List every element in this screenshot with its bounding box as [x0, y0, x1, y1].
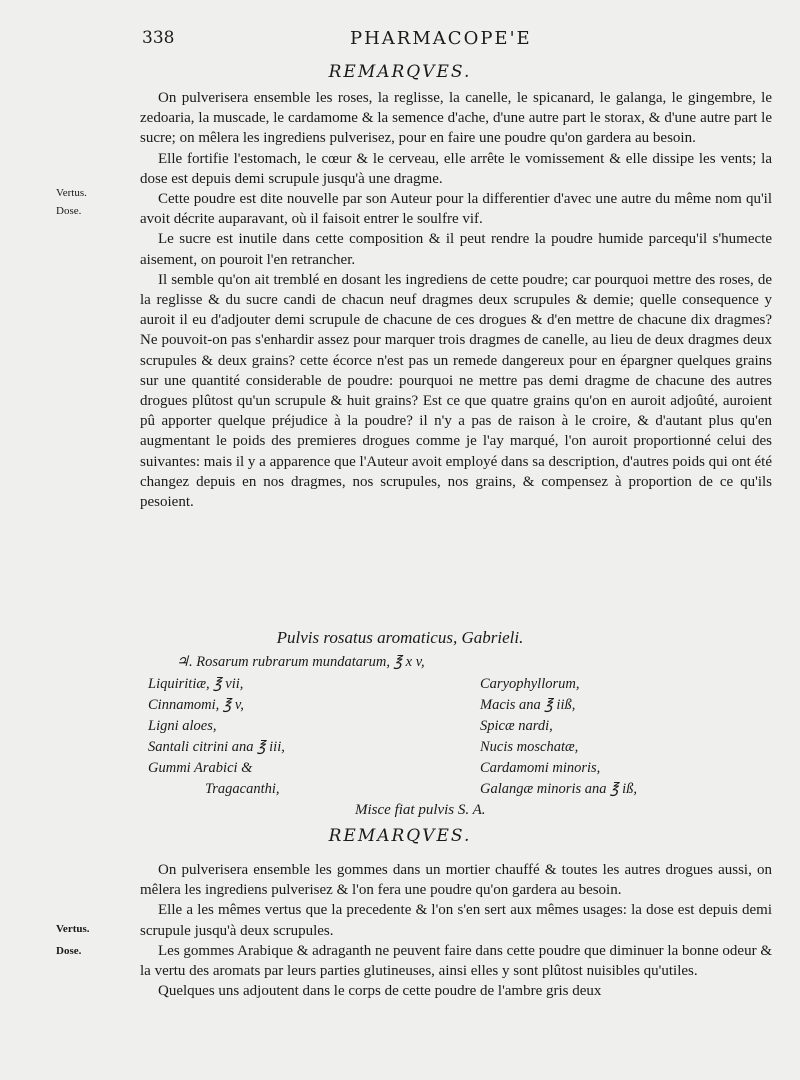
recipe-ingredient: Spicæ nardi,	[480, 718, 553, 734]
remarques-heading-1: REMARQVES.	[328, 62, 472, 82]
recipe-ingredient: Liquiritiæ, ℥ vii,	[148, 676, 244, 692]
margin-note-vertus: Vertus.	[56, 187, 87, 199]
paragraph: Elle a les mêmes vertus que la precedente & l'on s'en sert aux mêmes usages: la dose est depuis demi scrupule jusqu'à deux scrupules.	[140, 902, 772, 939]
paragraph: Quelques uns adjoutent dans le corps de cette poudre de l'ambre gris deux	[158, 983, 602, 1000]
paragraph: Le sucre est inutile dans cette composition & il peut rendre la poudre humide parcequ'il s'humecte aisement, on pouroit l'en retrancher.	[140, 231, 772, 268]
recipe-ingredient: Tragacanthi,	[205, 781, 280, 797]
margin-note-dose: Dose.	[56, 945, 82, 957]
page-number: 338	[142, 28, 175, 48]
recipe-instruction: Misce fiat pulvis S. A.	[355, 802, 486, 818]
recipe-ingredient: Galangæ minoris ana ℥ iß,	[480, 781, 638, 797]
recipe-ingredient: Macis ana ℥ iiß,	[480, 697, 576, 713]
margin-note-dose: Dose.	[56, 205, 82, 217]
recipe-first-line: ♃. Rosarum rubrarum mundatarum, ℥ x v,	[176, 654, 425, 670]
recipe-ingredient: Gummi Arabici &	[148, 760, 253, 776]
paragraph: Cette poudre est dite nouvelle par son Auteur pour la differentier d'avec une autre du même nom qu'il avoit décrite auparavant, où il faisoit entrer le soulfre vif.	[140, 191, 772, 228]
remarques-body-2	[140, 860, 772, 1001]
remarques-body-1	[140, 88, 772, 512]
margin-note-vertus: Vertus.	[56, 923, 90, 935]
recipe-ingredient: Caryophyllorum,	[480, 676, 580, 692]
recipe-ingredient: Nucis moschatæ,	[480, 739, 579, 755]
recipe-ingredient: Santali citrini ana ℥ iii,	[148, 739, 285, 755]
page-header	[0, 28, 800, 58]
recipe-ingredient: Ligni aloes,	[148, 718, 217, 734]
paragraph: Elle fortifie l'estomach, le cœur & le cerveau, elle arrête le vomissement & elle dissipe les vents; la dose est depuis demi scrupule jusqu'à une dragme.	[140, 150, 772, 187]
recipe-title: Pulvis rosatus aromaticus, Gabrieli.	[276, 628, 524, 647]
recipe-ingredient: Cardamomi minoris,	[480, 760, 601, 776]
recipe-ingredient: Cinnamomi, ℥ v,	[148, 697, 244, 713]
running-title: PHARMACOPE'E	[350, 28, 532, 49]
paragraph: Il semble qu'on ait tremblé en dosant les ingrediens de cette poudre; car pourquoi mettre des roses, de la reglisse & du sucre candi de chacun neuf dragmes deux scrupules & demie; quelle consequence y auroit il eu d'adjouter demi scrupule de chacune de ces drogues & d'en mettre de chacune dix dragmes? Ne pouvoit-on pas s'enhardir assez pour marquer trois dragmes de canelle, au lieu de deux dragmes deux scrupules & deux grains? cette écorce n'est pas un remede dangereux pour en épargner quelques grains sur une quantité considerable de poudre: pourquoi ne mettre pas demi dragme de chacune des autres drogues plûtost qu'un scrupule & huit grains? Est ce que quatre grains qu'on en auroit adjoûté, auroient pû apporter quelque préjudice à la poudre? il n'y a pas de raison à le croire, & d'autant plus qu'en augmentant le poids des premieres drogues comme je l'ay marqué, l'on auroit proportionné celui des suivantes: mais il y a apparence que l'Auteur avoit employé dans sa description, d'autres poids qui ont été changez depuis en nos dragmes, nos scrupules, nos grains, & compensez à proportion de ce qu'ils pesoient.	[140, 271, 772, 511]
remarques-heading-2: REMARQVES.	[328, 826, 472, 846]
paragraph: On pulverisera ensemble les gommes dans un mortier chauffé & toutes les autres drogues aussi, on mêlera les ingrediens pulverisez & l'on fera une poudre qu'on gardera au besoin.	[140, 862, 772, 899]
paragraph: On pulverisera ensemble les roses, la reglisse, la canelle, le spicanard, le galanga, le gingembre, le zedoaria, la muscade, le cardamome & la semence d'ache, d'une autre part le storax, & d'une autre part le sucre; on mêlera les ingrediens pulverisez, pour en faire une poudre qu'on gardera au besoin.	[140, 90, 772, 147]
paragraph: Les gommes Arabique & adraganth ne peuvent faire dans cette poudre que diminuer la bonne odeur & la vertu des aromats par leurs parties glutineuses, ainsi elles y sont plûtost nuisibles qu'utiles.	[140, 942, 772, 980]
